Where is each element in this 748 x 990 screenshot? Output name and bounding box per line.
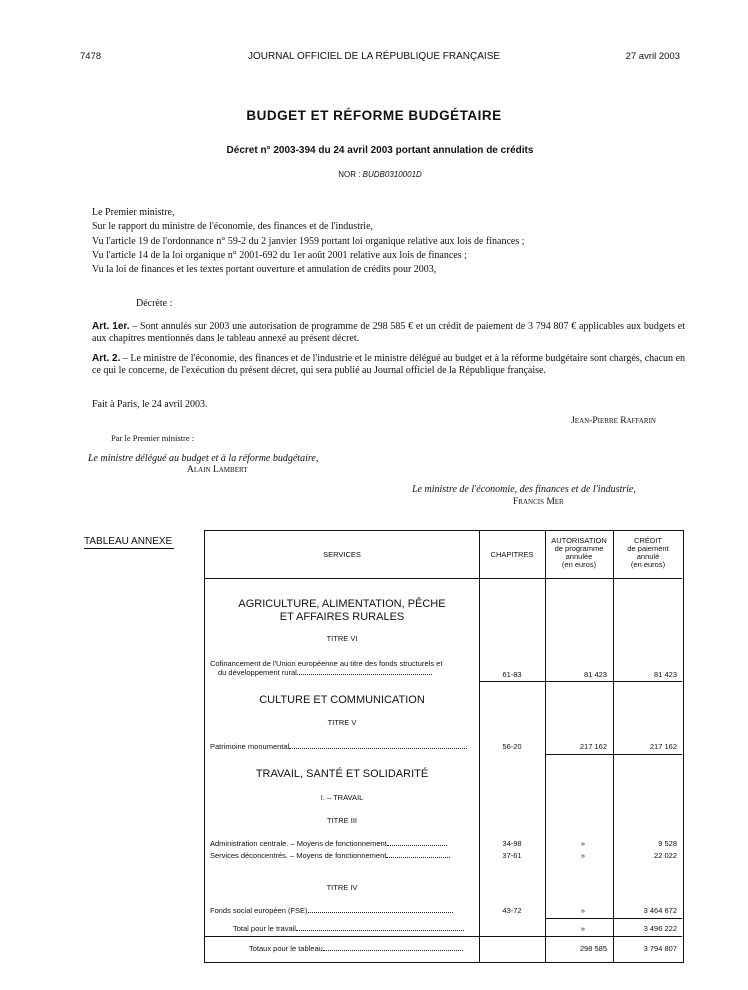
header-line: CRÉDIT [634, 536, 662, 545]
article-1 [92, 321, 685, 345]
nor-label: NOR : [338, 170, 361, 179]
row-rule [545, 918, 682, 919]
preamble-line: Sur le rapport du ministre de l'économie, des finances et de l'industrie, [92, 221, 374, 232]
pm-signature: Jean-Pierre Raffarin [571, 416, 656, 426]
article-1-text: – Sont annulés sur 2003 une autorisation de programme de 298 585 € et un crédit de paiement de 3 794 807 € applicables aux budgets et aux chapitres mentionnés dans le tableau annexé au présent décret. [92, 321, 686, 344]
row-label-line: Patrimoine monumental [210, 742, 290, 751]
autorisation-cell: 217 162 [579, 742, 607, 751]
col-header-services: SERVICES [323, 550, 361, 559]
leader-dots [296, 930, 464, 931]
grand-total-autorisation: 298 585 [579, 944, 607, 953]
leader-dots [323, 950, 463, 951]
subtotal-text: Total pour le travail [233, 924, 296, 933]
row-rule [205, 936, 682, 937]
preamble-line: Vu la loi de finances et les textes portant ouverture et annulation de crédits pour 2003, [92, 264, 437, 275]
leader-dots [386, 857, 450, 858]
section-heading: CULTURE ET COMMUNICATION [259, 694, 425, 706]
nor-reference [0, 170, 748, 179]
par-le-premier-ministre: Par le Premier ministre : [111, 433, 195, 443]
tableau-annexe-label: TABLEAU ANNEXE [84, 536, 173, 547]
titre-label: TITRE IV [326, 883, 358, 892]
grand-total-text: Totaux pour le tableau [249, 944, 323, 953]
row-label-line: Services déconcentrés. – Moyens de fonctionnement [210, 851, 387, 860]
table-row-label [210, 839, 475, 848]
col-header-chapitres: CHAPITRES [490, 550, 534, 559]
row-label-line: Administration centrale. – Moyens de fonctionnement [210, 839, 387, 848]
header-line: AUTORISATION [551, 536, 607, 545]
subsection-label: I. – TRAVAIL [320, 793, 364, 802]
decree-title: Décret n° 2003-394 du 24 avril 2003 portant annulation de crédits [226, 145, 534, 156]
credit-cell: 217 162 [649, 742, 677, 751]
grand-total-credit: 3 794 807 [643, 944, 677, 953]
header-line: (en euros) [630, 560, 666, 569]
table-row-label [210, 851, 475, 860]
titre-label: TITRE VI [326, 634, 358, 643]
section-heading: AGRICULTURE, ALIMENTATION, PÊCHE [238, 598, 446, 610]
decrete-label: Décrète : [136, 298, 173, 309]
chapitre-cell: 34-98 [502, 839, 522, 848]
article-1-label: Art. 1er. [92, 321, 130, 332]
credit-cell: 9 528 [658, 839, 677, 848]
row-rule [545, 754, 682, 755]
autorisation-cell: » [580, 906, 585, 915]
article-2-text: – Le ministre de l'économie, des finances et de l'industrie et le ministre délégué au budget et à la réforme budgétaire sont chargés, chacun en ce qui le concerne, de l'exécution du présent décret, qui sera publié au Journal officiel de la République française. [92, 353, 686, 376]
header-line: (en euros) [561, 560, 597, 569]
chapitre-cell: 56-20 [502, 742, 522, 751]
page-number: 7478 [80, 51, 102, 62]
leader-dots [387, 845, 447, 846]
table-row-label [210, 742, 475, 751]
preamble-line: Vu l'article 19 de l'ordonnance n° 59-2 du 2 janvier 1959 portant loi organique relative aux lois de finances ; [92, 236, 525, 247]
autorisation-cell: 81 423 [584, 670, 607, 679]
chapitre-cell: 37-61 [502, 851, 522, 860]
preamble-line: Vu l'article 14 de la loi organique n° 2001-692 du 1er août 2001 relative aux lois de finances ; [92, 250, 467, 261]
header-rule [205, 578, 682, 579]
autorisation-cell: » [580, 851, 585, 860]
issue-date: 27 avril 2003 [625, 51, 680, 62]
leader-dots [289, 748, 467, 749]
col-header-autorisation [545, 537, 613, 569]
row-rule [479, 681, 682, 682]
titre-label: TITRE V [327, 718, 357, 727]
budget-minister-role: Le ministre délégué au budget et à la réforme budgétaire, [88, 453, 319, 464]
header-line: annulée [565, 552, 593, 561]
budget-minister-name: Alain Lambert [187, 465, 248, 475]
section-heading: TRAVAIL, SANTÉ ET SOLIDARITÉ [255, 768, 429, 780]
table-row-label [210, 906, 475, 915]
header-line: de paiement [627, 544, 669, 553]
titre-label: TITRE III [327, 816, 357, 825]
economy-minister-name: Francis Mer [513, 497, 564, 507]
subtotal-autorisation: » [580, 924, 585, 933]
leader-dots [297, 674, 432, 675]
economy-minister-role: Le ministre de l'économie, des finances et de l'industrie, [412, 484, 636, 495]
autorisation-cell: » [580, 839, 585, 848]
article-2-label: Art. 2. [92, 353, 121, 364]
leader-dots [308, 912, 453, 913]
subtotal-credit: 3 496 222 [643, 924, 677, 933]
credit-cell: 81 423 [654, 670, 677, 679]
grand-total-label [249, 944, 514, 953]
section-title: BUDGET ET RÉFORME BUDGÉTAIRE [246, 108, 502, 123]
nor-value: BUDB0310001D [362, 170, 422, 179]
table-row-label [210, 659, 475, 677]
article-2 [92, 353, 685, 377]
journal-title: JOURNAL OFFICIEL DE LA RÉPUBLIQUE FRANÇAISE [247, 51, 501, 62]
credit-cell: 22 022 [654, 851, 677, 860]
credit-cell: 3 464 672 [643, 906, 677, 915]
header-line: de programme [554, 544, 604, 553]
chapitre-cell: 61-83 [502, 670, 522, 679]
row-label-line: Fonds social européen (FSE) [210, 906, 308, 915]
subtotal-label [233, 924, 498, 933]
row-label-line: du développement rural [218, 668, 297, 677]
chapitre-cell: 43-72 [502, 906, 522, 915]
row-label-line: Cofinancement de l'Union européenne au titre des fonds structurels et [210, 659, 443, 668]
col-header-credit [613, 537, 683, 569]
annex-table [204, 530, 684, 963]
header-line: annulé [636, 552, 660, 561]
done-at: Fait à Paris, le 24 avril 2003. [92, 399, 208, 410]
preamble-line: Le Premier ministre, [92, 207, 175, 218]
section-heading: ET AFFAIRES RURALES [279, 611, 405, 623]
